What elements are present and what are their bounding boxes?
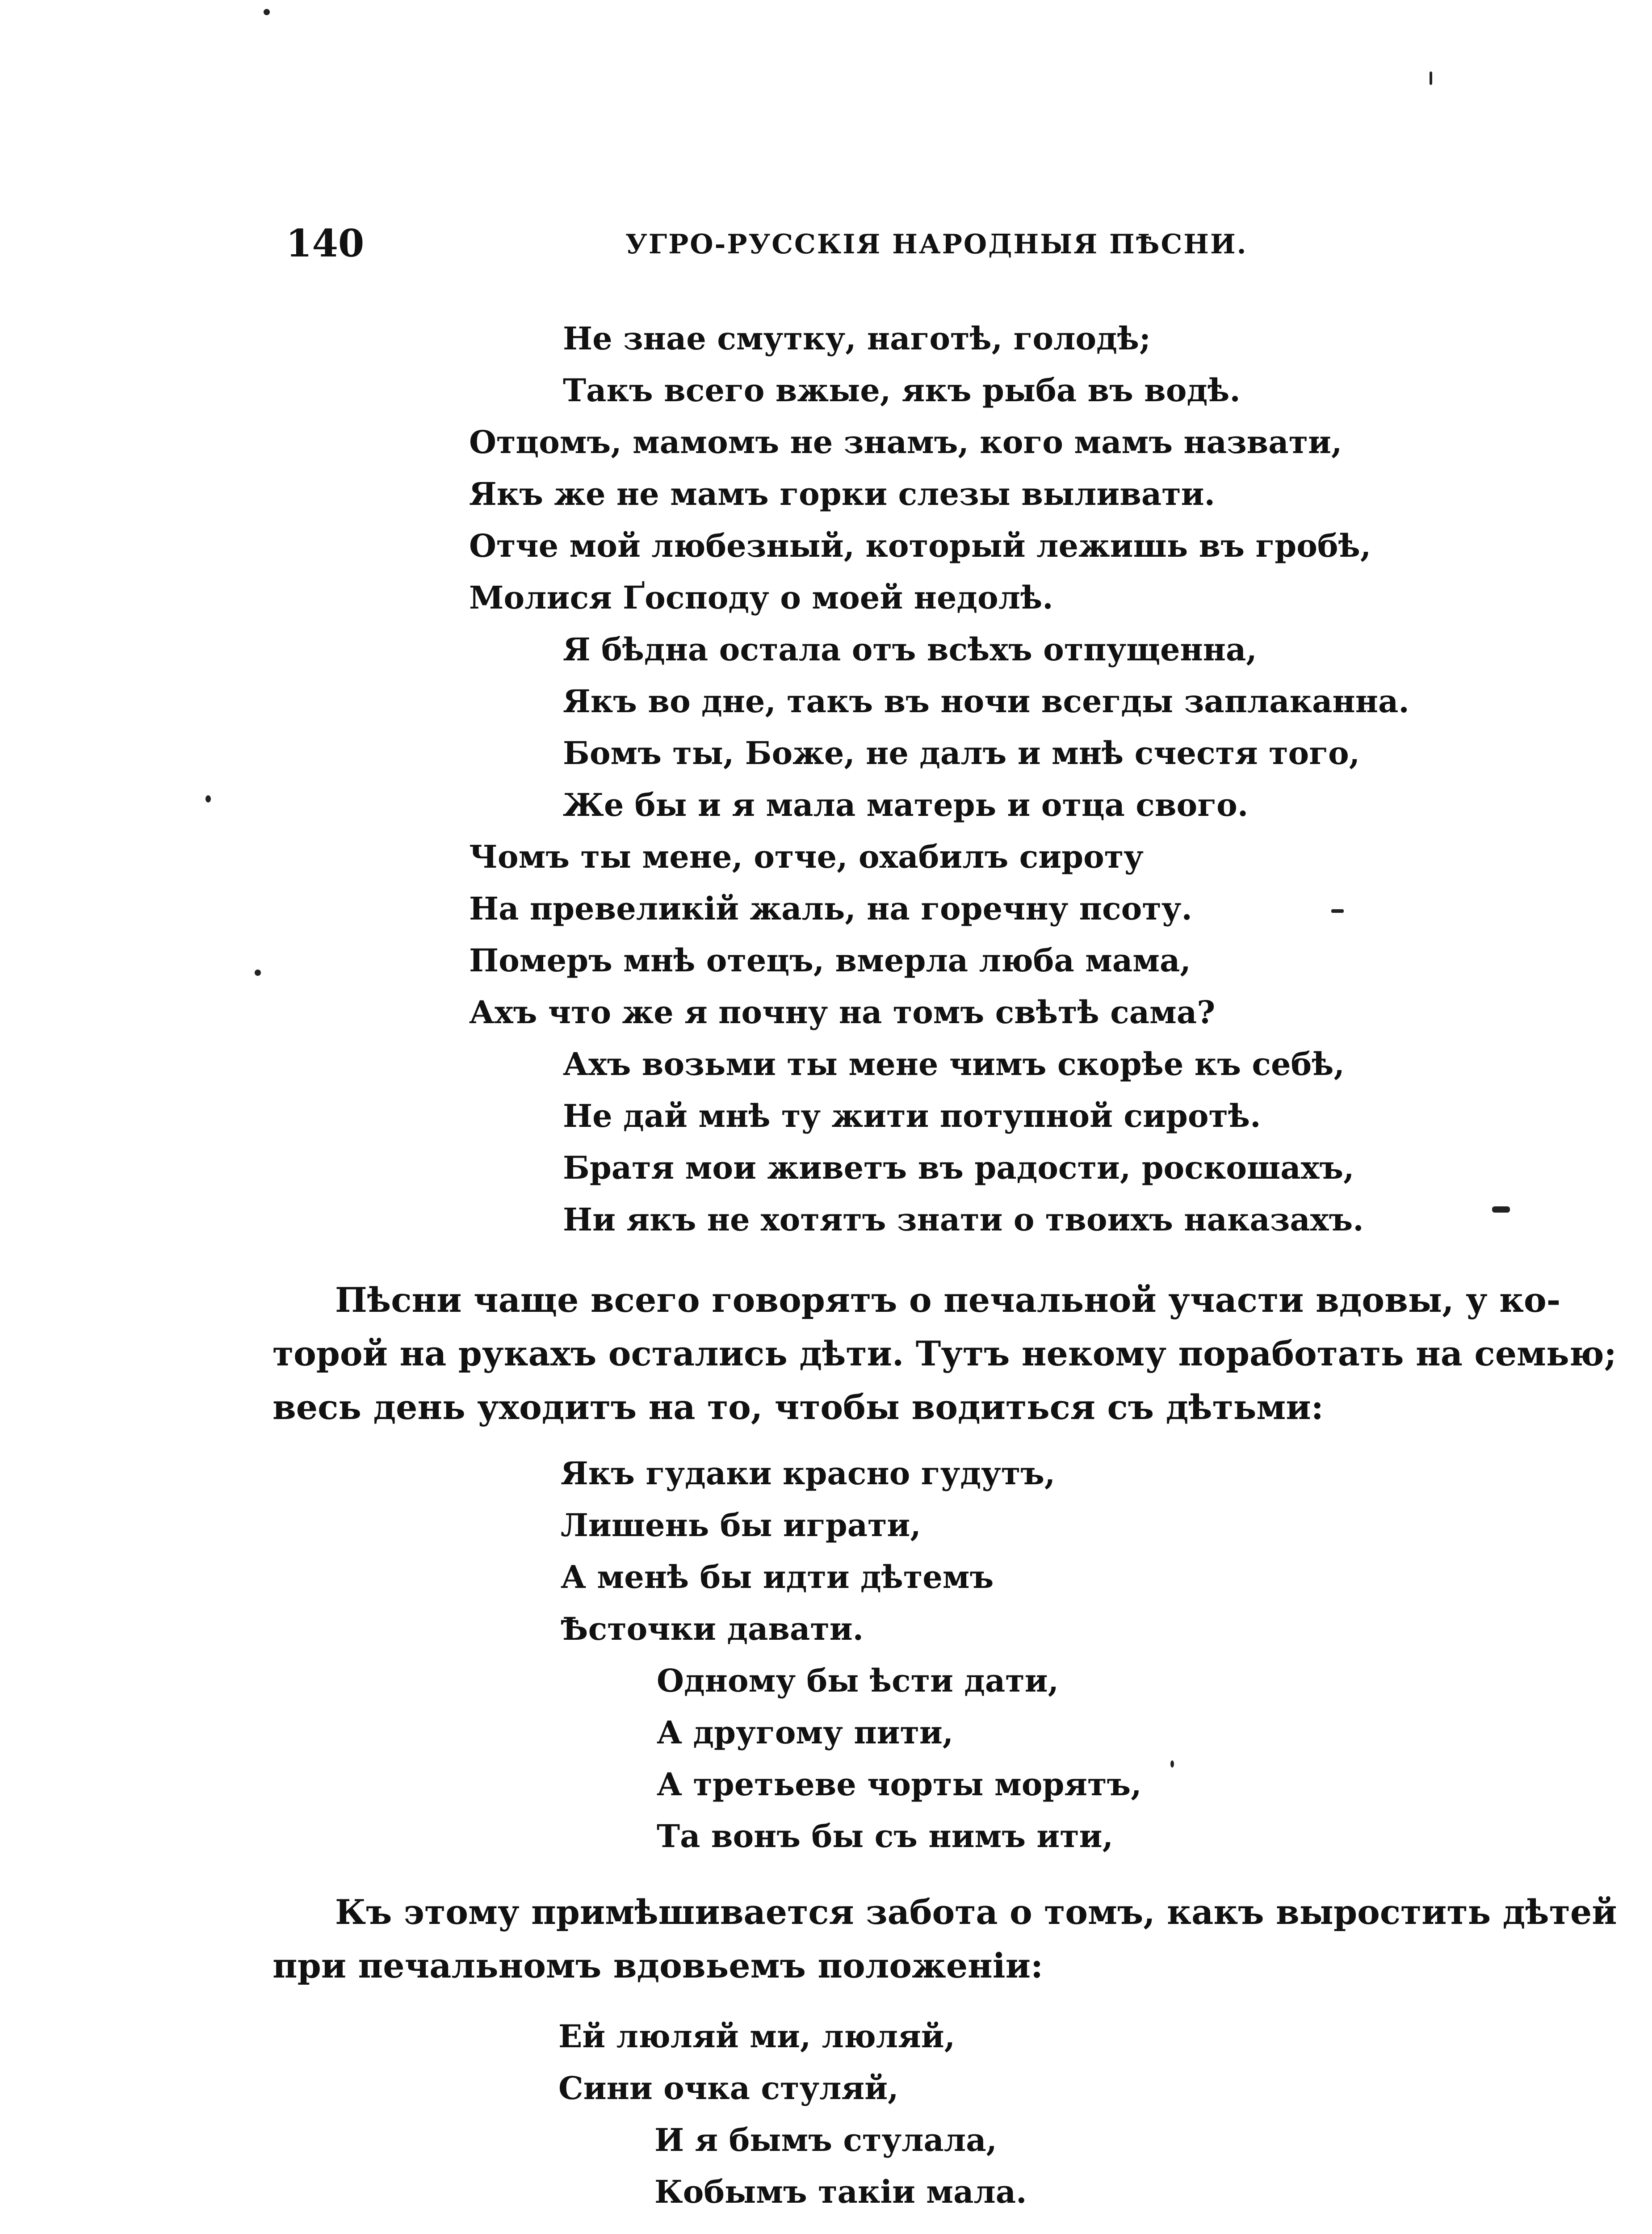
- prose-line: при печальномъ вдовьемъ положеніи:: [273, 1946, 1043, 1986]
- page-header: [286, 219, 1438, 268]
- verse-line: А третьеве чорты морятъ,: [657, 1766, 1142, 1803]
- verse-line: Отцомъ, мамомъ не знамъ, кого мамъ назвати,: [469, 424, 1342, 461]
- verse-line: Отче мой любезный, который лежишь въ гробѣ,: [469, 527, 1371, 564]
- verse-line: Не дай мнѣ ту жити потупной сиротѣ.: [563, 1097, 1261, 1134]
- scan-speck: [1170, 1760, 1174, 1768]
- prose-line: Пѣсни чаще всего говорятъ о печальной участи вдовы, у ко-: [335, 1280, 1561, 1320]
- verse-line: Одному бы ѣсти дати,: [657, 1662, 1059, 1699]
- scan-speck: [255, 970, 261, 976]
- verse-line: Ахъ возьми ты мене чимъ скорѣе къ себѣ,: [563, 1046, 1345, 1083]
- page-number: 140: [286, 221, 365, 265]
- prose-paragraph-1: [273, 1273, 1617, 1434]
- verse-line: Сини очка стуляй,: [558, 2070, 899, 2107]
- scan-speck: [205, 795, 211, 802]
- verse-line: Ахъ что же я почну на томъ свѣтѣ сама?: [469, 994, 1216, 1031]
- verse-line: На превеликій жаль, на горечну псоту.: [469, 890, 1192, 927]
- verse-line: Братя мои живетъ въ радости, роскошахъ,: [563, 1149, 1354, 1186]
- verse-line: Ей люляй ми, люляй,: [558, 2018, 956, 2055]
- verse-line: Такъ всего вжые, якъ рыба въ водѣ.: [563, 372, 1241, 409]
- scan-speck: [1430, 71, 1432, 85]
- verse-line: Бомъ ты, Боже, не далъ и мнѣ счестя того,: [563, 735, 1360, 772]
- verse-line: А менѣ бы идти дѣтемъ: [561, 1558, 994, 1596]
- song-verse-1: [469, 313, 1409, 1246]
- verse-line: Та вонъ бы съ нимъ ити,: [657, 1818, 1113, 1855]
- verse-line: Якъ гудаки красно гудутъ,: [561, 1455, 1056, 1492]
- verse-line: А другому пити,: [657, 1714, 954, 1751]
- scan-speck: [1492, 1206, 1510, 1213]
- verse-line: Не знае смутку, наготѣ, голодѣ;: [563, 320, 1151, 357]
- prose-line: торой на рукахъ остались дѣти. Тутъ некому поработать на семью;: [273, 1334, 1617, 1373]
- verse-line: И я бымъ стулала,: [654, 2121, 997, 2158]
- verse-line: Молися Ґосподу о моей недолѣ.: [469, 579, 1053, 616]
- verse-line: Якъ же не мамъ горки слезы выливати.: [469, 475, 1215, 512]
- verse-line: Я бѣдна остала отъ всѣхъ отпущенна,: [563, 631, 1257, 668]
- song-verse-3: [558, 2011, 1027, 2218]
- scan-speck: [264, 9, 270, 15]
- scan-speck: [1331, 909, 1344, 913]
- verse-line: Якъ во дне, такъ въ ночи всегды заплаканна.: [563, 683, 1409, 720]
- song-verse-2: [561, 1448, 1142, 1862]
- verse-line: Померъ мнѣ отецъ, вмерла люба мама,: [469, 942, 1191, 979]
- prose-line: весь день уходитъ на то, чтобы водиться съ дѣтьми:: [273, 1387, 1324, 1427]
- verse-line: Ѣсточки давати.: [561, 1610, 864, 1647]
- verse-line: Чомъ ты мене, отче, охабилъ сироту: [469, 838, 1144, 875]
- running-title: УГРО-РУССКІЯ НАРОДНЫЯ ПѢСНИ.: [625, 229, 1248, 260]
- verse-line: Же бы и я мала матерь и отца свого.: [563, 786, 1249, 823]
- prose-paragraph-2: [273, 1885, 1617, 1993]
- verse-line: Ни якъ не хотятъ знати о твоихъ наказахъ.: [563, 1201, 1364, 1238]
- verse-line: Кобымъ такіи мала.: [654, 2173, 1027, 2210]
- prose-line: Къ этому примѣшивается забота о томъ, какъ выростить дѣтей: [335, 1892, 1617, 1932]
- verse-line: Лишень бы играти,: [561, 1507, 921, 1544]
